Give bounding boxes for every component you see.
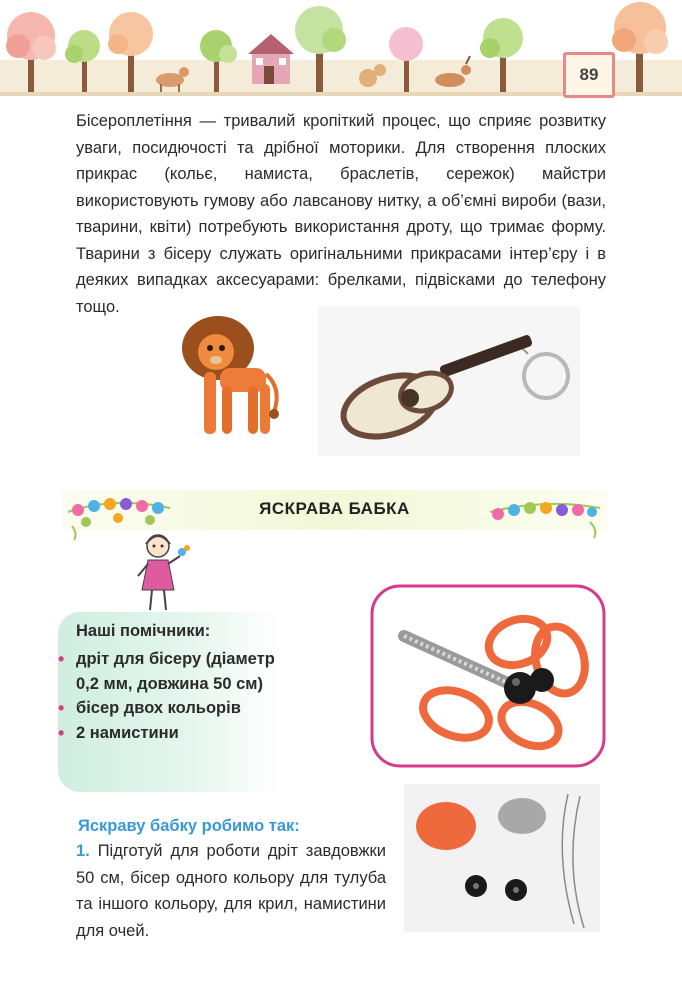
intro-paragraph: Бісероплетіння — тривалий кропіткий процес, що сприяє розвитку уваги, посидючості та дрібної моторики. Для створення плоских прикрас (кольє, намиста, браслетів, сережок) майстри використовують гумову або лавсанову нитку, а об’ємні вироби (вази, тварини, квіти) потребують використання дроту, що тримає форму. Тварини з бісеру служать оригінальними прикрасами інтер’єру і в деяких випадках аксесуарами: брелками, підвісками до телефону тощо. [76, 112, 606, 316]
list-item [58, 647, 278, 696]
list-item [58, 721, 278, 746]
helpers-title: Наші помічники: [76, 622, 211, 640]
bullet-icon: • [58, 698, 65, 718]
step-text: Підготуй для роботи дріт завдовжки 50 см, бісер одного кольору для тулуба та іншого кольору, для крил, намистини для очей. [76, 842, 386, 940]
step-number: 1. [76, 842, 90, 860]
beaded-lion-photo [160, 308, 290, 448]
beaded-guitar-keychain-photo [318, 306, 580, 456]
step-1 [76, 838, 386, 944]
how-to-heading: Яскраву бабку робимо так: [78, 817, 300, 835]
section-title: ЯСКРАВА БАБКА [259, 499, 410, 518]
helper-item-text: дріт для бісеру (діаметр 0,2 мм, довжина 50 см) [76, 650, 275, 693]
materials-photo [404, 784, 600, 932]
helper-item-text: бісер двох кольорів [76, 699, 241, 717]
bead-garland-right-icon [486, 494, 604, 540]
list-item [58, 696, 278, 721]
helper-item-text: 2 намистини [76, 723, 179, 742]
page-number: 89 [563, 52, 615, 98]
helpers-list [58, 647, 278, 745]
bullet-icon: • [58, 649, 65, 669]
beaded-dragonfly-photo [370, 584, 606, 768]
girl-mascot-icon [132, 530, 192, 614]
bullet-icon: • [58, 722, 65, 743]
